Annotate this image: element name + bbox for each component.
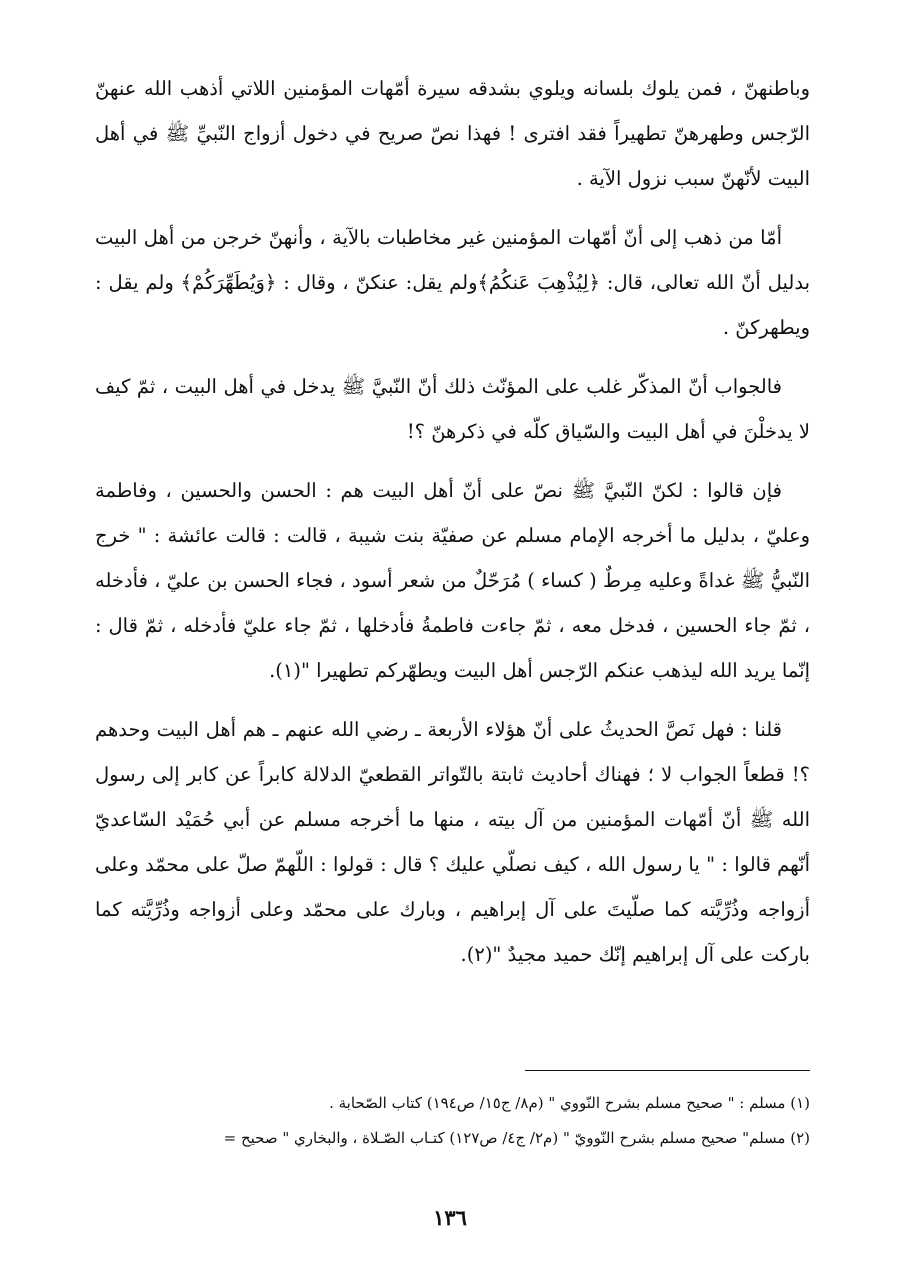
main-text <box>95 66 810 991</box>
footnote-1: (١) مسلم : " صحيح مسلم بشرح النّووي " (م٨/ ج١٥/ ص١٩٤) كتاب الصّحابة . <box>329 1094 810 1112</box>
paragraph-1: وباطنهنّ ، فمن يلوك بلسانه ويلوي بشدقه سيرة أمّهات المؤمنين اللاتي أذهب الله عنهنّ الرّجس وطهرهنّ تطهيراً فقد افترى ! فهذا نصّ صريح في دخول أزواج النّبيِّ ﷺ في أهل البيت لأنّهنّ سبب نزول الآية . <box>95 77 810 190</box>
paragraph-4: فإن قالوا : لكنّ النّبيَّ ﷺ نصّ على أنّ أهل البيت هم : الحسن والحسين ، وفاطمة وعليّ ، بدليل ما أخرجه الإمام مسلم عن صفيّة بنت شيبة ، قالت : قالت عائشة : " خرج النّبيُّ ﷺ غداةً وعليه مِرطٌ ( كساء ) مُرَحّلٌ من شعر أسود ، فجاء الحسن بن عليّ ، فأدخله ، ثمّ جاء الحسين ، فدخل معه ، ثمّ جاءت فاطمةُ فأدخلها ، ثمّ جاء عليّ فأدخله ، ثمّ قال : إنّما يريد الله ليذهب عنكم الرّجس أهل البيت ويطهّركم تطهيرا "(١). <box>95 479 810 682</box>
page-number: ١٣٦ <box>433 1205 467 1230</box>
paragraph-5: قلنا : فهل نَصَّ الحديثُ على أنّ هؤلاء الأربعة ـ رضي الله عنهم ـ هم أهل البيت وحدهم ؟! قطعاً الجواب لا ؛ فهناك أحاديث ثابتة بالتّواتر القطعيّ الدلالة كابراً عن كابر إلى رسول الله ﷺ أنّ أمّهات المؤمنين من آل بيته ، منها ما أخرجه مسلم عن أبي حُمَيْد السّاعديّ أنّهم قالوا : " يا رسول الله ، كيف نصلّي عليك ؟ قال : قولوا : اللّهمّ صلّ على محمّد وعلى أزواجه وذُرِّيَّته كما صلّيتَ على آل إبراهيم ، وبارك على محمّد وعلى أزواجه وذُرِّيَّته كما باركت على آل إبراهيم إنّك حميد مجيدٌ "(٢). <box>95 718 810 966</box>
paragraph-3: فالجواب أنّ المذكّر غلب على المؤنّث ذلك أنّ النّبيَّ ﷺ يدخل في أهل البيت ، ثمّ كيف لا يدخلْنَ في أهل البيت والسّياق كلّه في ذكرهنّ ؟! <box>95 375 810 443</box>
footnote-2: (٢) مسلم" صحيح مسلم بشرح النّوويّ " (م٢/ ج٤/ ص١٢٧) كتـاب الصّـلاة ، والبخاري " صحيح = <box>223 1129 810 1147</box>
footnote-divider <box>525 1070 810 1071</box>
paragraph-2: أمّا من ذهب إلى أنّ أمّهات المؤمنين غير مخاطبات بالآية ، وأنهنّ خرجن من أهل البيت بدليل أنّ الله تعالى، قال: ﴿لِيُذْهِبَ عَنكُمُ﴾ولم يقل: عنكنّ ، وقال : ﴿وَيُطَهِّرَكُمْ﴾ ولم يقل : ويطهركنّ . <box>95 226 810 339</box>
footnotes <box>95 1086 810 1156</box>
